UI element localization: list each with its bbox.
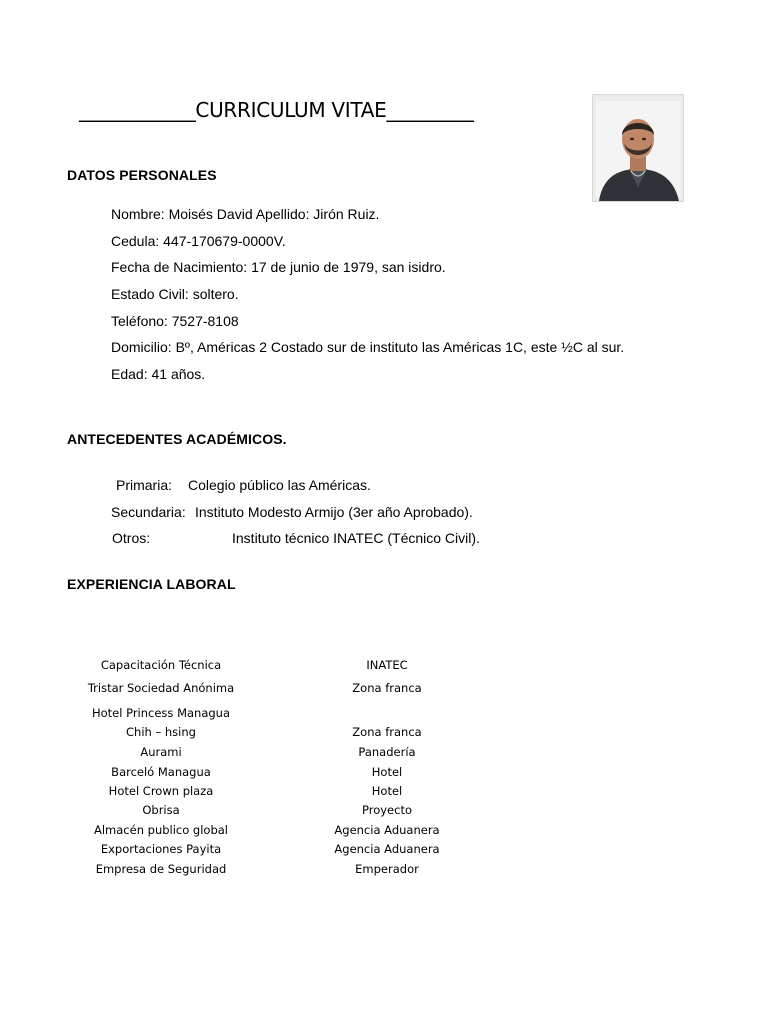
- document-title: ____________CURRICULUM VITAE_________: [79, 98, 474, 122]
- section-heading-personal: DATOS PERSONALES: [67, 167, 217, 183]
- work-company: Hotel Crown plaza: [108, 784, 214, 798]
- work-sector: Hotel: [371, 784, 403, 798]
- work-company: Capacitación Técnica: [100, 658, 222, 672]
- work-company: Tristar Sociedad Anónima: [87, 681, 235, 695]
- academic-label: Otros:: [112, 530, 151, 547]
- work-sector: Agencia Aduanera: [334, 823, 440, 837]
- photo-icon: [592, 94, 684, 202]
- academic-row: [111, 503, 611, 530]
- work-sector: INATEC: [366, 658, 408, 672]
- work-sector: Emperador: [355, 862, 419, 876]
- section-heading-academic: ANTECEDENTES ACADÉMICOS.: [67, 431, 287, 447]
- work-sector: Zona franca: [352, 725, 422, 739]
- academic-value: Colegio público las Américas.: [188, 477, 371, 493]
- academic-label: Secundaria:: [111, 503, 186, 520]
- section-heading-work: EXPERIENCIA LABORAL: [67, 576, 236, 592]
- work-company: Hotel Princess Managua: [91, 706, 231, 720]
- work-sector: Hotel: [371, 765, 403, 779]
- academic-label: Primaria:: [116, 477, 173, 493]
- personal-age: Edad: 41 años.: [111, 366, 206, 383]
- academic-value: Instituto técnico INATEC (Técnico Civil).: [232, 530, 480, 547]
- work-sector: Panadería: [358, 745, 416, 759]
- work-company: Chih – hsing: [126, 725, 196, 739]
- personal-phone: Teléfono: 7527-8108: [111, 312, 239, 329]
- personal-address: Domicilio: Bº, Américas 2 Costado sur de instituto las Américas 1C, este ½C al sur.: [111, 339, 625, 356]
- academic-row: [111, 476, 611, 503]
- academic-value: Instituto Modesto Armijo (3er año Aprobado).: [195, 503, 473, 520]
- work-sector: Proyecto: [362, 803, 412, 817]
- work-company: Exportaciones Payita: [100, 842, 222, 856]
- personal-id: Cedula: 447-170679-0000V.: [111, 232, 286, 249]
- work-sector: Zona franca: [352, 681, 422, 695]
- academic-row: [111, 529, 611, 556]
- work-company: Empresa de Seguridad: [95, 862, 227, 876]
- academic-list: [111, 476, 611, 556]
- work-company: Almacén publico global: [93, 823, 229, 837]
- personal-civil-status: Estado Civil: soltero.: [111, 286, 239, 303]
- personal-data-list: [111, 205, 624, 392]
- work-company: Obrisa: [142, 803, 180, 817]
- work-company: Aurami: [140, 745, 182, 759]
- work-company: Barceló Managua: [111, 765, 211, 779]
- work-sector: Agencia Aduanera: [334, 842, 440, 856]
- personal-name: Nombre: Moisés David Apellido: Jirón Ruiz.: [111, 206, 380, 222]
- personal-birth: Fecha de Nacimiento: 17 de junio de 1979, san isidro.: [111, 259, 446, 276]
